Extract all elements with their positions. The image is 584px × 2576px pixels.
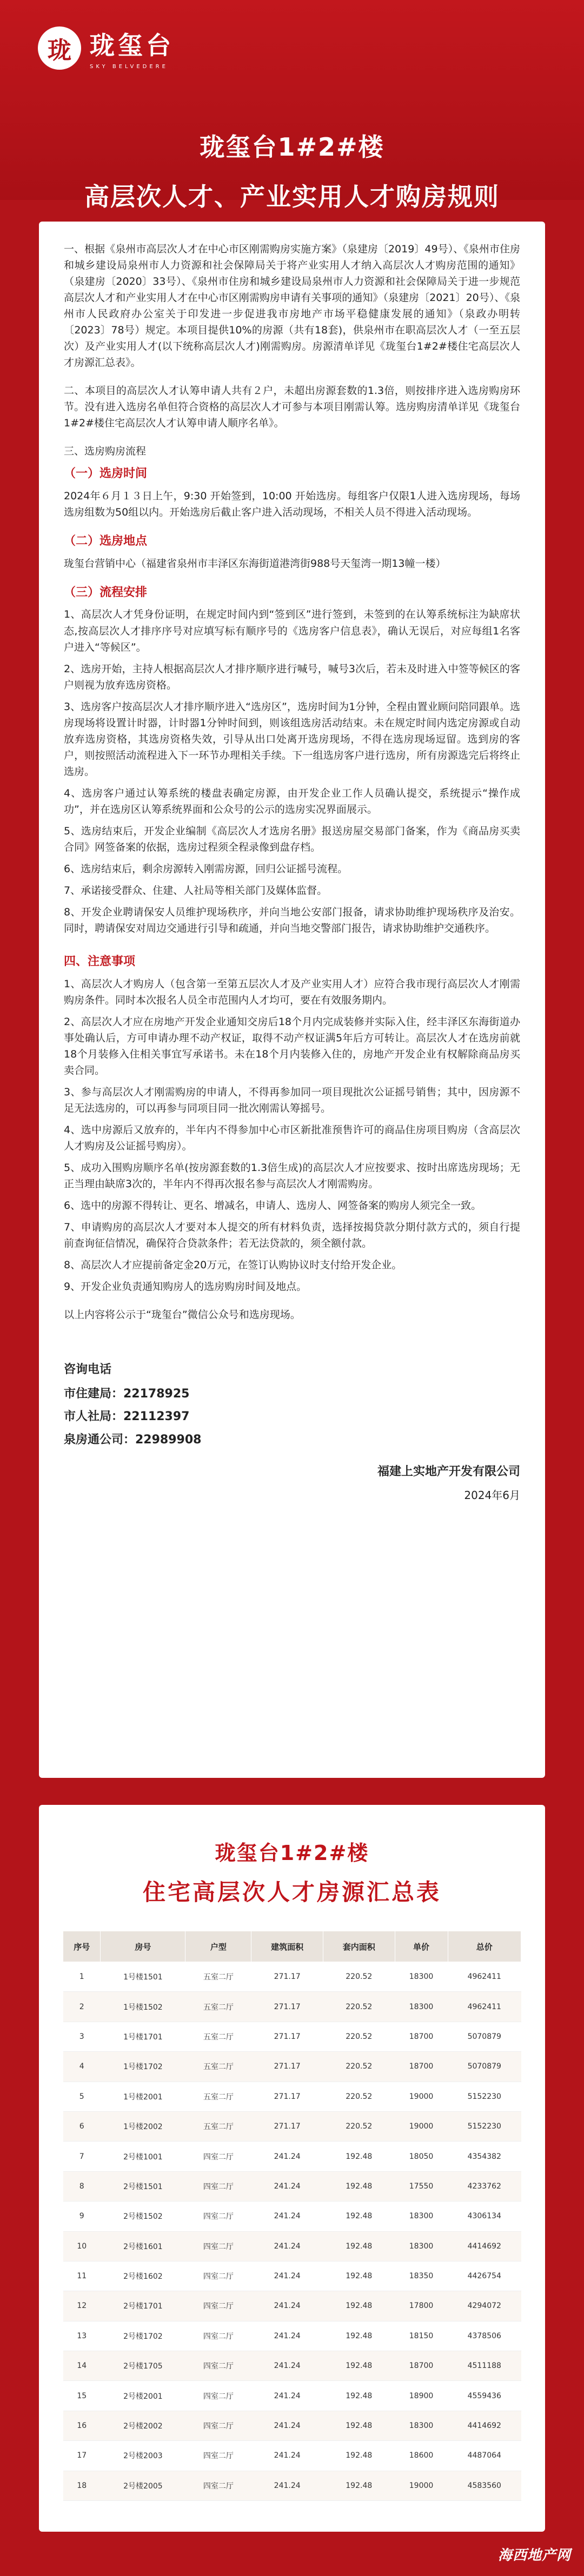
- table-cell: 19000: [395, 2082, 448, 2111]
- table-cell: 4414692: [448, 2411, 521, 2440]
- table-row: [63, 2082, 521, 2111]
- table-cell: 19000: [395, 2111, 448, 2141]
- table-row: [63, 2231, 521, 2261]
- table-cell: 18150: [395, 2321, 448, 2351]
- table-cell: 2号楼1702: [101, 2321, 185, 2351]
- table-cell: 1号楼1702: [101, 2052, 185, 2082]
- table-cell: 10: [63, 2231, 101, 2261]
- table-cell: 11: [63, 2261, 101, 2291]
- table-cell: 18300: [395, 1992, 448, 2022]
- note-item: 8、高层次人才应提前备定金20万元，在签订认购协议时支付给开发企业。: [64, 1259, 402, 1271]
- section-time-title: （一）选房时间: [64, 467, 148, 481]
- table-cell: 四室二厅: [185, 2381, 251, 2411]
- table-cell: 192.48: [323, 2291, 395, 2321]
- table-cell: 271.17: [251, 2111, 323, 2141]
- table-cell: 271.17: [251, 2022, 323, 2051]
- process-item: 2、选房开始，主持人根据高层次人才排序顺序进行喊号，喊号3次后，若未及时进入中签等候区的客户则视为放弃选房资格。: [64, 663, 520, 691]
- table-cell: 241.24: [251, 2381, 323, 2411]
- rules-card: [39, 222, 545, 1778]
- table-cell: 241.24: [251, 2321, 323, 2351]
- header-cell: 建筑面积: [251, 1931, 323, 1962]
- table-cell: 1号楼2002: [101, 2111, 185, 2141]
- rule-paragraph-2: 二、本项目的高层次人才认筹申请人共有２户，未超出房源套数的1.3倍，则按排序进入选房购房环节。没有进入选房名单但符合资格的高层次人才可参与本项目刚需认筹。选房购房清单详见《珑玺台1#2#楼住宅高层次人才认筹申请人顺序名单》。: [64, 385, 520, 430]
- table-cell: 4511188: [448, 2351, 521, 2381]
- table-cell: 18700: [395, 2052, 448, 2082]
- table-cell: 1号楼1502: [101, 1992, 185, 2022]
- table-cell: 18: [63, 2471, 101, 2500]
- table-row: [63, 2142, 521, 2171]
- table-cell: 192.48: [323, 2381, 395, 2411]
- table-cell: 4: [63, 2052, 101, 2082]
- table-cell: 9: [63, 2202, 101, 2231]
- table-cell: 4306134: [448, 2202, 521, 2231]
- rule-paragraph-1: 一、根据《泉州市高层次人才在中心市区刚需购房实施方案》（泉建房〔2019〕49号）、《泉州市住房和城乡建设局泉州市人力资源和社会保障局关于将产业实用人才纳入高层次人才购房范围的通知》（泉建房〔2020〕33号）、《泉州市住房和城乡建设局泉州市人力资源和社会保障局关于进一步规范高层次人才和产业实用人才在中心市区刚需购房申请有关事项的通知》（泉建房〔2021〕20号）、《泉州市人民政府办公室关于印发进一步促进我市房地产市场平稳健康发展的通知》（泉政办明转〔2023〕78号）规定。本项目提供10%的房源（共有18套)，供泉州市在职高层次人才（一至五层次）及产业实用人才(以下统称高层次人才)刚需购房。房源清单详见《珑玺台1#2#楼住宅高层次人才房源汇总表》。: [64, 243, 520, 369]
- brand-name: 珑玺台: [90, 31, 174, 60]
- table-row: [63, 2411, 521, 2440]
- table-cell: 2号楼1001: [101, 2142, 185, 2171]
- table-cell: 18300: [395, 1962, 448, 1992]
- table-cell: 2号楼2005: [101, 2471, 185, 2500]
- table-cell: 220.52: [323, 1992, 395, 2022]
- table-cell: 19000: [395, 2471, 448, 2500]
- table-cell: 6: [63, 2111, 101, 2141]
- contact-title: 咨询电话: [64, 1362, 112, 1376]
- process-item: 6、选房结束后，剩余房源转入刚需房源，回归公证摇号流程。: [64, 862, 348, 875]
- note-item: 3、参与高层次人才刚需购房的申请人，不得再参加同一项目现批次公证摇号销售；其中，因房源不足无法选房的，可以再参与同项目同一批次刚需认筹摇号。: [64, 1086, 520, 1114]
- table-cell: 192.48: [323, 2171, 395, 2201]
- table-row: [63, 1962, 521, 1992]
- table-cell: 192.48: [323, 2471, 395, 2500]
- table-row: [63, 2321, 521, 2351]
- table-cell: 220.52: [323, 2082, 395, 2111]
- page-title: 珑玺台1#2#楼: [200, 132, 384, 162]
- table-cell: 241.24: [251, 2231, 323, 2261]
- closing-note: 以上内容将公示于“珑玺台”微信公众号和选房现场。: [64, 1308, 301, 1321]
- process-item: 4、选房客户通过认筹系统的楼盘表确定房源，由开发企业工作人员确认提交，系统提示“操作成功”，并在选房区认筹系统界面和公众号的公示的选房实况界面展示。: [64, 787, 520, 815]
- table-cell: 四室二厅: [185, 2171, 251, 2201]
- table-cell: 1号楼1501: [101, 1962, 185, 1992]
- table-cell: 2号楼2002: [101, 2411, 185, 2440]
- page-subtitle: 高层次人才、产业实用人才购房规则: [84, 182, 500, 211]
- table-cell: 5070879: [448, 2022, 521, 2051]
- table-header-row: [63, 1931, 521, 1962]
- table-cell: 241.24: [251, 2261, 323, 2291]
- table-cell: 2: [63, 1992, 101, 2022]
- table-row: [63, 2171, 521, 2201]
- table-cell: 5070879: [448, 2052, 521, 2082]
- table-cell: 192.48: [323, 2351, 395, 2381]
- table-cell: 271.17: [251, 2052, 323, 2082]
- table-row: [63, 2261, 521, 2291]
- note-item: 9、开发企业负责通知购房人的选房购房时间及地点。: [64, 1280, 307, 1293]
- table-cell: 4583560: [448, 2471, 521, 2500]
- table-cell: 18600: [395, 2441, 448, 2471]
- table-subtitle: 住宅高层次人才房源汇总表: [142, 1879, 441, 1905]
- note-item: 2、高层次人才应在房地产开发企业通知交房后18个月内完成装修并实际入住，经丰泽区东海街道办事处确认后，方可申请办理不动产权证，取得不动产权证满5年后方可转让。高层次人才在选房前就18个月装修入住相关事宜写承诺书。未在18个月内装修入住的，房地产开发企业有权解除商品房买卖合同。: [64, 1015, 520, 1076]
- listing-table-card: [39, 1805, 545, 2532]
- table-cell: 4233762: [448, 2171, 521, 2201]
- table-cell: 18900: [395, 2381, 448, 2411]
- table-cell: 2号楼1701: [101, 2291, 185, 2321]
- table-cell: 271.17: [251, 2082, 323, 2111]
- notes-list: [64, 976, 520, 1295]
- table-cell: 241.24: [251, 2291, 323, 2321]
- table-cell: 五室二厅: [185, 2052, 251, 2082]
- table-cell: 192.48: [323, 2441, 395, 2471]
- table-cell: 2号楼2001: [101, 2381, 185, 2411]
- contact-phone: 市住建局：22178925: [64, 1387, 190, 1401]
- table-cell: 241.24: [251, 2351, 323, 2381]
- table-cell: 18700: [395, 2022, 448, 2051]
- table-cell: 12: [63, 2291, 101, 2321]
- table-cell: 四室二厅: [185, 2351, 251, 2381]
- contact-block: [64, 1361, 520, 1450]
- table-cell: 241.24: [251, 2411, 323, 2440]
- table-cell: 17550: [395, 2171, 448, 2201]
- signature-date: 2024年6月: [464, 1488, 520, 1502]
- header-cell: 户型: [185, 1931, 251, 1962]
- table-cell: 8: [63, 2171, 101, 2201]
- table-cell: 5152230: [448, 2111, 521, 2141]
- table-cell: 1号楼2001: [101, 2082, 185, 2111]
- table-cell: 241.24: [251, 2441, 323, 2471]
- brand-logo: [38, 26, 174, 70]
- header-cell: 序号: [63, 1931, 101, 1962]
- table-cell: 五室二厅: [185, 1992, 251, 2022]
- table-cell: 2号楼1501: [101, 2171, 185, 2201]
- table-cell: 1号楼1701: [101, 2022, 185, 2051]
- note-item: 7、申请购房的高层次人才要对本人提交的所有材料负责，选择按揭贷款分期付款方式的，须自行提前查询征信情况，确保符合贷款条件；若无法贷款的，须全额付款。: [64, 1221, 520, 1249]
- table-cell: 1: [63, 1962, 101, 1992]
- table-cell: 241.24: [251, 2171, 323, 2201]
- process-item: 7、承诺接受群众、住建、人社局等相关部门及媒体监督。: [64, 884, 328, 896]
- listing-table: [63, 1931, 521, 2501]
- table-cell: 四室二厅: [185, 2261, 251, 2291]
- table-cell: 四室二厅: [185, 2231, 251, 2261]
- table-cell: 2号楼1601: [101, 2231, 185, 2261]
- header-cell: 总价: [448, 1931, 521, 1962]
- table-cell: 四室二厅: [185, 2411, 251, 2440]
- table-row: [63, 2022, 521, 2051]
- section-time-text: 2024年６月１３日上午，9:30 开始签到，10:00 开始选房。每组客户仅限1人进入选房现场，每场选房组数为50组以内。开始选房后截止客户进入活动现场，不相关人员不得进入活动现场。: [64, 490, 520, 518]
- section-process-title: （三）流程安排: [64, 585, 148, 599]
- table-cell: 15: [63, 2381, 101, 2411]
- table-cell: 271.17: [251, 1992, 323, 2022]
- table-cell: 192.48: [323, 2261, 395, 2291]
- table-cell: 220.52: [323, 2022, 395, 2051]
- table-cell: 4559436: [448, 2381, 521, 2411]
- table-cell: 5: [63, 2082, 101, 2111]
- table-cell: 271.17: [251, 1962, 323, 1992]
- table-cell: 4962411: [448, 1992, 521, 2022]
- process-item: 1、高层次人才凭身份证明，在规定时间内到“签到区”进行签到，未签到的在认筹系统标注为缺席状态,按高层次人才排序序号对应填写标有顺序号的《选房客户信息表》，确认无误后，对应每组1名客户进入“等候区”。: [64, 608, 520, 653]
- table-cell: 4414692: [448, 2231, 521, 2261]
- table-cell: 241.24: [251, 2471, 323, 2500]
- table-cell: 220.52: [323, 2111, 395, 2141]
- section-place-title: （二）选房地点: [64, 534, 148, 548]
- header-banner: [0, 0, 584, 211]
- table-cell: 五室二厅: [185, 2111, 251, 2141]
- table-row: [63, 2381, 521, 2411]
- table-title: 珑玺台1#2#楼: [215, 1841, 369, 1865]
- table-row: [63, 2202, 521, 2231]
- section-notes-title: 四、注意事项: [64, 954, 136, 968]
- table-cell: 四室二厅: [185, 2471, 251, 2500]
- contact-phone: 市人社局：22112397: [64, 1410, 190, 1424]
- table-row: [63, 2111, 521, 2141]
- table-cell: 4294072: [448, 2291, 521, 2321]
- note-item: 6、选中的房源不得转让、更名、增减名，申请人、选房人、网签备案的购房人须完全一致。: [64, 1199, 482, 1212]
- process-item: 5、选房结束后，开发企业编制《高层次人才选房名册》报送房屋交易部门备案，作为《商品房买卖合同》网签备案的依据，选房过程须全程录像到盘存档。: [64, 825, 520, 853]
- section-place-text: 珑玺台营销中心（福建省泉州市丰泽区东海街道港湾街988号天玺湾一期13幢一楼）: [64, 557, 446, 570]
- table-cell: 192.48: [323, 2202, 395, 2231]
- table-cell: 14: [63, 2351, 101, 2381]
- table-cell: 4378506: [448, 2321, 521, 2351]
- table-cell: 五室二厅: [185, 2022, 251, 2051]
- table-cell: 四室二厅: [185, 2142, 251, 2171]
- table-cell: 4426754: [448, 2261, 521, 2291]
- table-cell: 四室二厅: [185, 2321, 251, 2351]
- contact-phone: 泉房通公司：22989908: [64, 1433, 202, 1447]
- logo-mark-icon: 珑: [38, 26, 81, 70]
- table-cell: 220.52: [323, 2052, 395, 2082]
- table-row: [63, 2052, 521, 2082]
- table-cell: 五室二厅: [185, 2082, 251, 2111]
- table-cell: 18050: [395, 2142, 448, 2171]
- table-cell: 241.24: [251, 2202, 323, 2231]
- note-item: 4、选中房源后又放弃的，半年内不得参加中心市区新批准预售许可的商品住房项目购房（含高层次人才购房及公证摇号购房）。: [64, 1123, 520, 1152]
- signature-company: 福建上实地产开发有限公司: [377, 1464, 520, 1478]
- table-cell: 2号楼1705: [101, 2351, 185, 2381]
- table-cell: 192.48: [323, 2231, 395, 2261]
- rule-paragraph-3: 三、选房购房流程: [64, 445, 147, 458]
- table-cell: 17800: [395, 2291, 448, 2321]
- table-row: [63, 2471, 521, 2500]
- process-list: [64, 606, 520, 936]
- table-row: [63, 2291, 521, 2321]
- note-item: 5、成功入围购房顺序名单(按房源套数的1.3倍生成)的高层次人才应按要求、按时出席选房现场；无正当理由缺席3次的，半年内不得再次报名参与高层次人才刚需购房。: [64, 1161, 520, 1190]
- table-cell: 17: [63, 2441, 101, 2471]
- site-watermark: 海西地产网: [497, 2547, 571, 2564]
- table-cell: 4487064: [448, 2441, 521, 2471]
- table-cell: 18300: [395, 2411, 448, 2440]
- table-cell: 3: [63, 2022, 101, 2051]
- header-cell: 房号: [101, 1931, 185, 1962]
- table-cell: 220.52: [323, 1962, 395, 1992]
- table-cell: 2号楼1602: [101, 2261, 185, 2291]
- table-cell: 192.48: [323, 2321, 395, 2351]
- table-cell: 18300: [395, 2202, 448, 2231]
- table-cell: 5152230: [448, 2082, 521, 2111]
- table-cell: 2号楼2003: [101, 2441, 185, 2471]
- table-cell: 五室二厅: [185, 1962, 251, 1992]
- table-cell: 7: [63, 2142, 101, 2171]
- table-row: [63, 2441, 521, 2471]
- table-cell: 18350: [395, 2261, 448, 2291]
- table-cell: 241.24: [251, 2142, 323, 2171]
- process-item: 3、选房客户按高层次人才排序顺序进入“选房区”，选房时间为1分钟，全程由置业顾问陪同跟单。选房现场将设置计时器，计时器1分钟时间到，则该组选房活动结束。未在规定时间内选定房源或自动放弃选房资格，其选房资格失效，引导从出口处离开选房现场，不得在选房现场逗留。选到房的客户，则按照活动流程进入下一环节办理相关手续。下一组选房客户进行选房，所有房源选完后将终止选房。: [64, 700, 520, 778]
- table-row: [63, 1992, 521, 2022]
- table-cell: 13: [63, 2321, 101, 2351]
- table-cell: 192.48: [323, 2411, 395, 2440]
- signature-block: [64, 1463, 520, 1504]
- table-cell: 2号楼1502: [101, 2202, 185, 2231]
- table-cell: 18700: [395, 2351, 448, 2381]
- header-cell: 单价: [395, 1931, 448, 1962]
- table-row: [63, 2351, 521, 2381]
- note-item: 1、高层次人才购房人（包含第一至第五层次人才及产业实用人才）应符合我市现行高层次人才刚需购房条件。同时本次报名人员全市范围内人才均可，要在有效服务期内。: [64, 978, 520, 1006]
- table-cell: 四室二厅: [185, 2202, 251, 2231]
- table-cell: 四室二厅: [185, 2441, 251, 2471]
- table-cell: 4962411: [448, 1962, 521, 1992]
- table-cell: 4354382: [448, 2142, 521, 2171]
- table-cell: 18300: [395, 2231, 448, 2261]
- brand-name-en: SKY BELVEDERE: [90, 64, 168, 70]
- table-cell: 四室二厅: [185, 2291, 251, 2321]
- table-cell: 192.48: [323, 2142, 395, 2171]
- process-item: 8、开发企业聘请保安人员维护现场秩序，并向当地公安部门报备，请求协助维护现场秩序及治安。同时，聘请保安对周边交通进行引导和疏通，并向当地交警部门报告，请求协助维护交通秩序。: [64, 906, 520, 934]
- table-cell: 16: [63, 2411, 101, 2440]
- header-cell: 套内面积: [323, 1931, 395, 1962]
